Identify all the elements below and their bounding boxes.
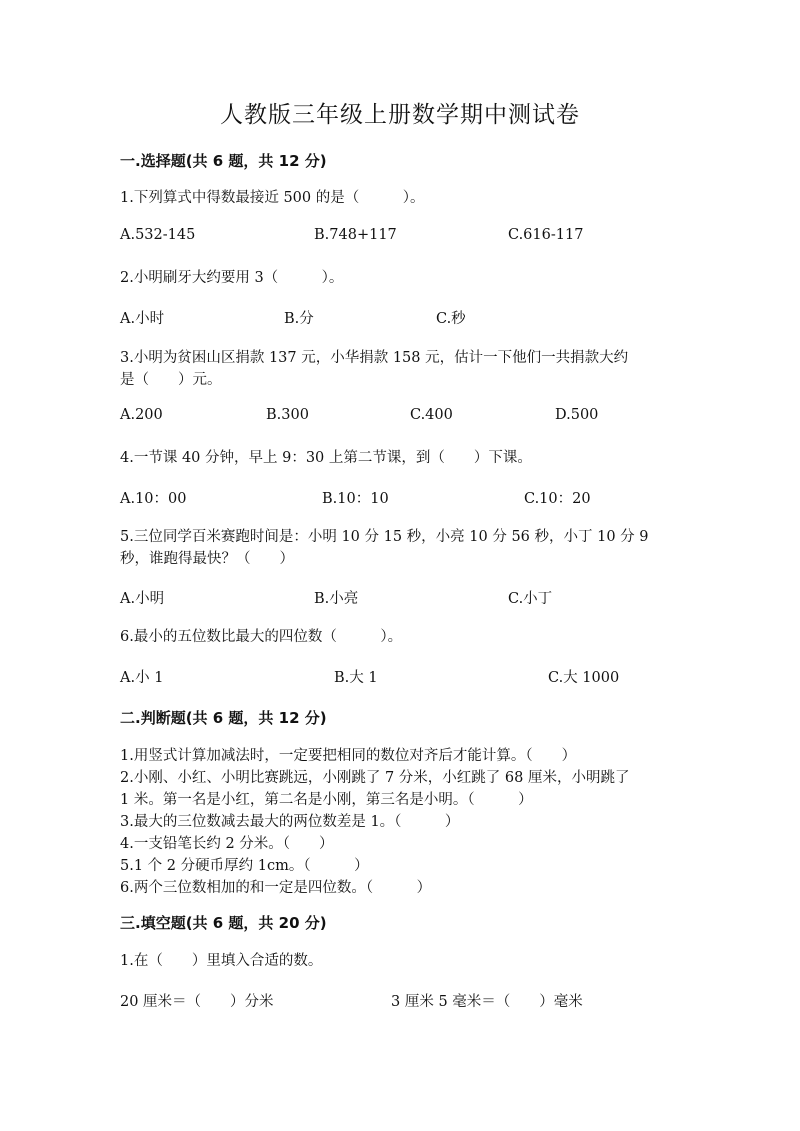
- question-text: 5.三位同学百米赛跑时间是：小明 10 分 15 秒，小亮 10 分 56 秒，小丁 10 分 9: [120, 529, 649, 545]
- judgement-item-continued: 1 米。第一名是小红，第二名是小刚，第三名是小明。（ ）: [120, 792, 533, 808]
- exam-title: 人教版三年级上册数学期中测试卷: [220, 102, 580, 128]
- question-text-continued: 秒，谁跑得最快？（ ）: [120, 551, 294, 567]
- option-b: B.小亮: [314, 591, 359, 607]
- judgement-item: 5.1 个 2 分硬币厚约 1cm。（ ）: [120, 858, 369, 874]
- option-a: A.小明: [120, 591, 165, 607]
- option-b: B.300: [266, 407, 309, 423]
- option-row: [120, 307, 700, 329]
- question-text-continued: 是（ ）元。: [120, 372, 222, 388]
- option-row: [120, 227, 700, 249]
- option-d: D.500: [555, 407, 599, 423]
- question-text: 2.小明刷牙大约要用 3（ ）。: [120, 270, 344, 286]
- section-heading-fill: 三.填空题(共 6 题，共 20 分): [120, 914, 327, 932]
- option-a: A.532-145: [120, 227, 196, 243]
- option-c: C.616-117: [508, 227, 584, 243]
- option-b: B.分: [284, 311, 314, 327]
- option-c: C.秒: [436, 311, 466, 327]
- option-row: [120, 407, 700, 429]
- judgement-item: 1.用竖式计算加减法时，一定要把相同的数位对齐后才能计算。（ ）: [120, 748, 577, 764]
- question-text: 4.一节课 40 分钟，早上 9：30 上第二节课，到（ ）下课。: [120, 450, 532, 466]
- option-c: C.小丁: [508, 591, 553, 607]
- question-text: 6.最小的五位数比最大的四位数（ ）。: [120, 629, 403, 645]
- judgement-item: 4.一支铅笔长约 2 分米。（ ）: [120, 836, 334, 852]
- option-a: A.小时: [120, 311, 165, 327]
- question-text: 3.小明为贫困山区捐款 137 元，小华捐款 158 元，估计一下他们一共捐款大约: [120, 350, 629, 366]
- question-text: 1.在（ ）里填入合适的数。: [120, 953, 323, 969]
- option-b: B.748+117: [314, 227, 397, 243]
- option-c: C.10：20: [524, 491, 591, 507]
- question-text: 1.下列算式中得数最接近 500 的是（ ）。: [120, 190, 425, 206]
- option-row: [120, 587, 700, 609]
- fill-blank-item: 20 厘米＝（ ）分米: [120, 994, 274, 1010]
- option-a: A.小 1: [120, 670, 164, 686]
- fill-row: [120, 990, 700, 1012]
- section-heading-judgement: 二.判断题(共 6 题，共 12 分): [120, 709, 327, 727]
- section-heading-choice: 一.选择题(共 6 题，共 12 分): [120, 152, 327, 170]
- fill-blank-item: 3 厘米 5 毫米＝（ ）毫米: [391, 994, 583, 1010]
- option-b: B.10：10: [322, 491, 389, 507]
- judgement-item: 2.小刚、小红、小明比赛跳远，小刚跳了 7 分米，小红跳了 68 厘米，小明跳了: [120, 770, 630, 786]
- option-b: B.大 1: [334, 670, 378, 686]
- option-c: C.大 1000: [548, 670, 620, 686]
- option-a: A.200: [120, 407, 163, 423]
- option-row: [120, 487, 700, 509]
- option-row: [120, 666, 700, 688]
- option-a: A.10：00: [120, 491, 187, 507]
- option-c: C.400: [410, 407, 453, 423]
- judgement-item: 6.两个三位数相加的和一定是四位数。（ ）: [120, 880, 432, 896]
- judgement-item: 3.最大的三位数减去最大的两位数差是 1。（ ）: [120, 814, 460, 830]
